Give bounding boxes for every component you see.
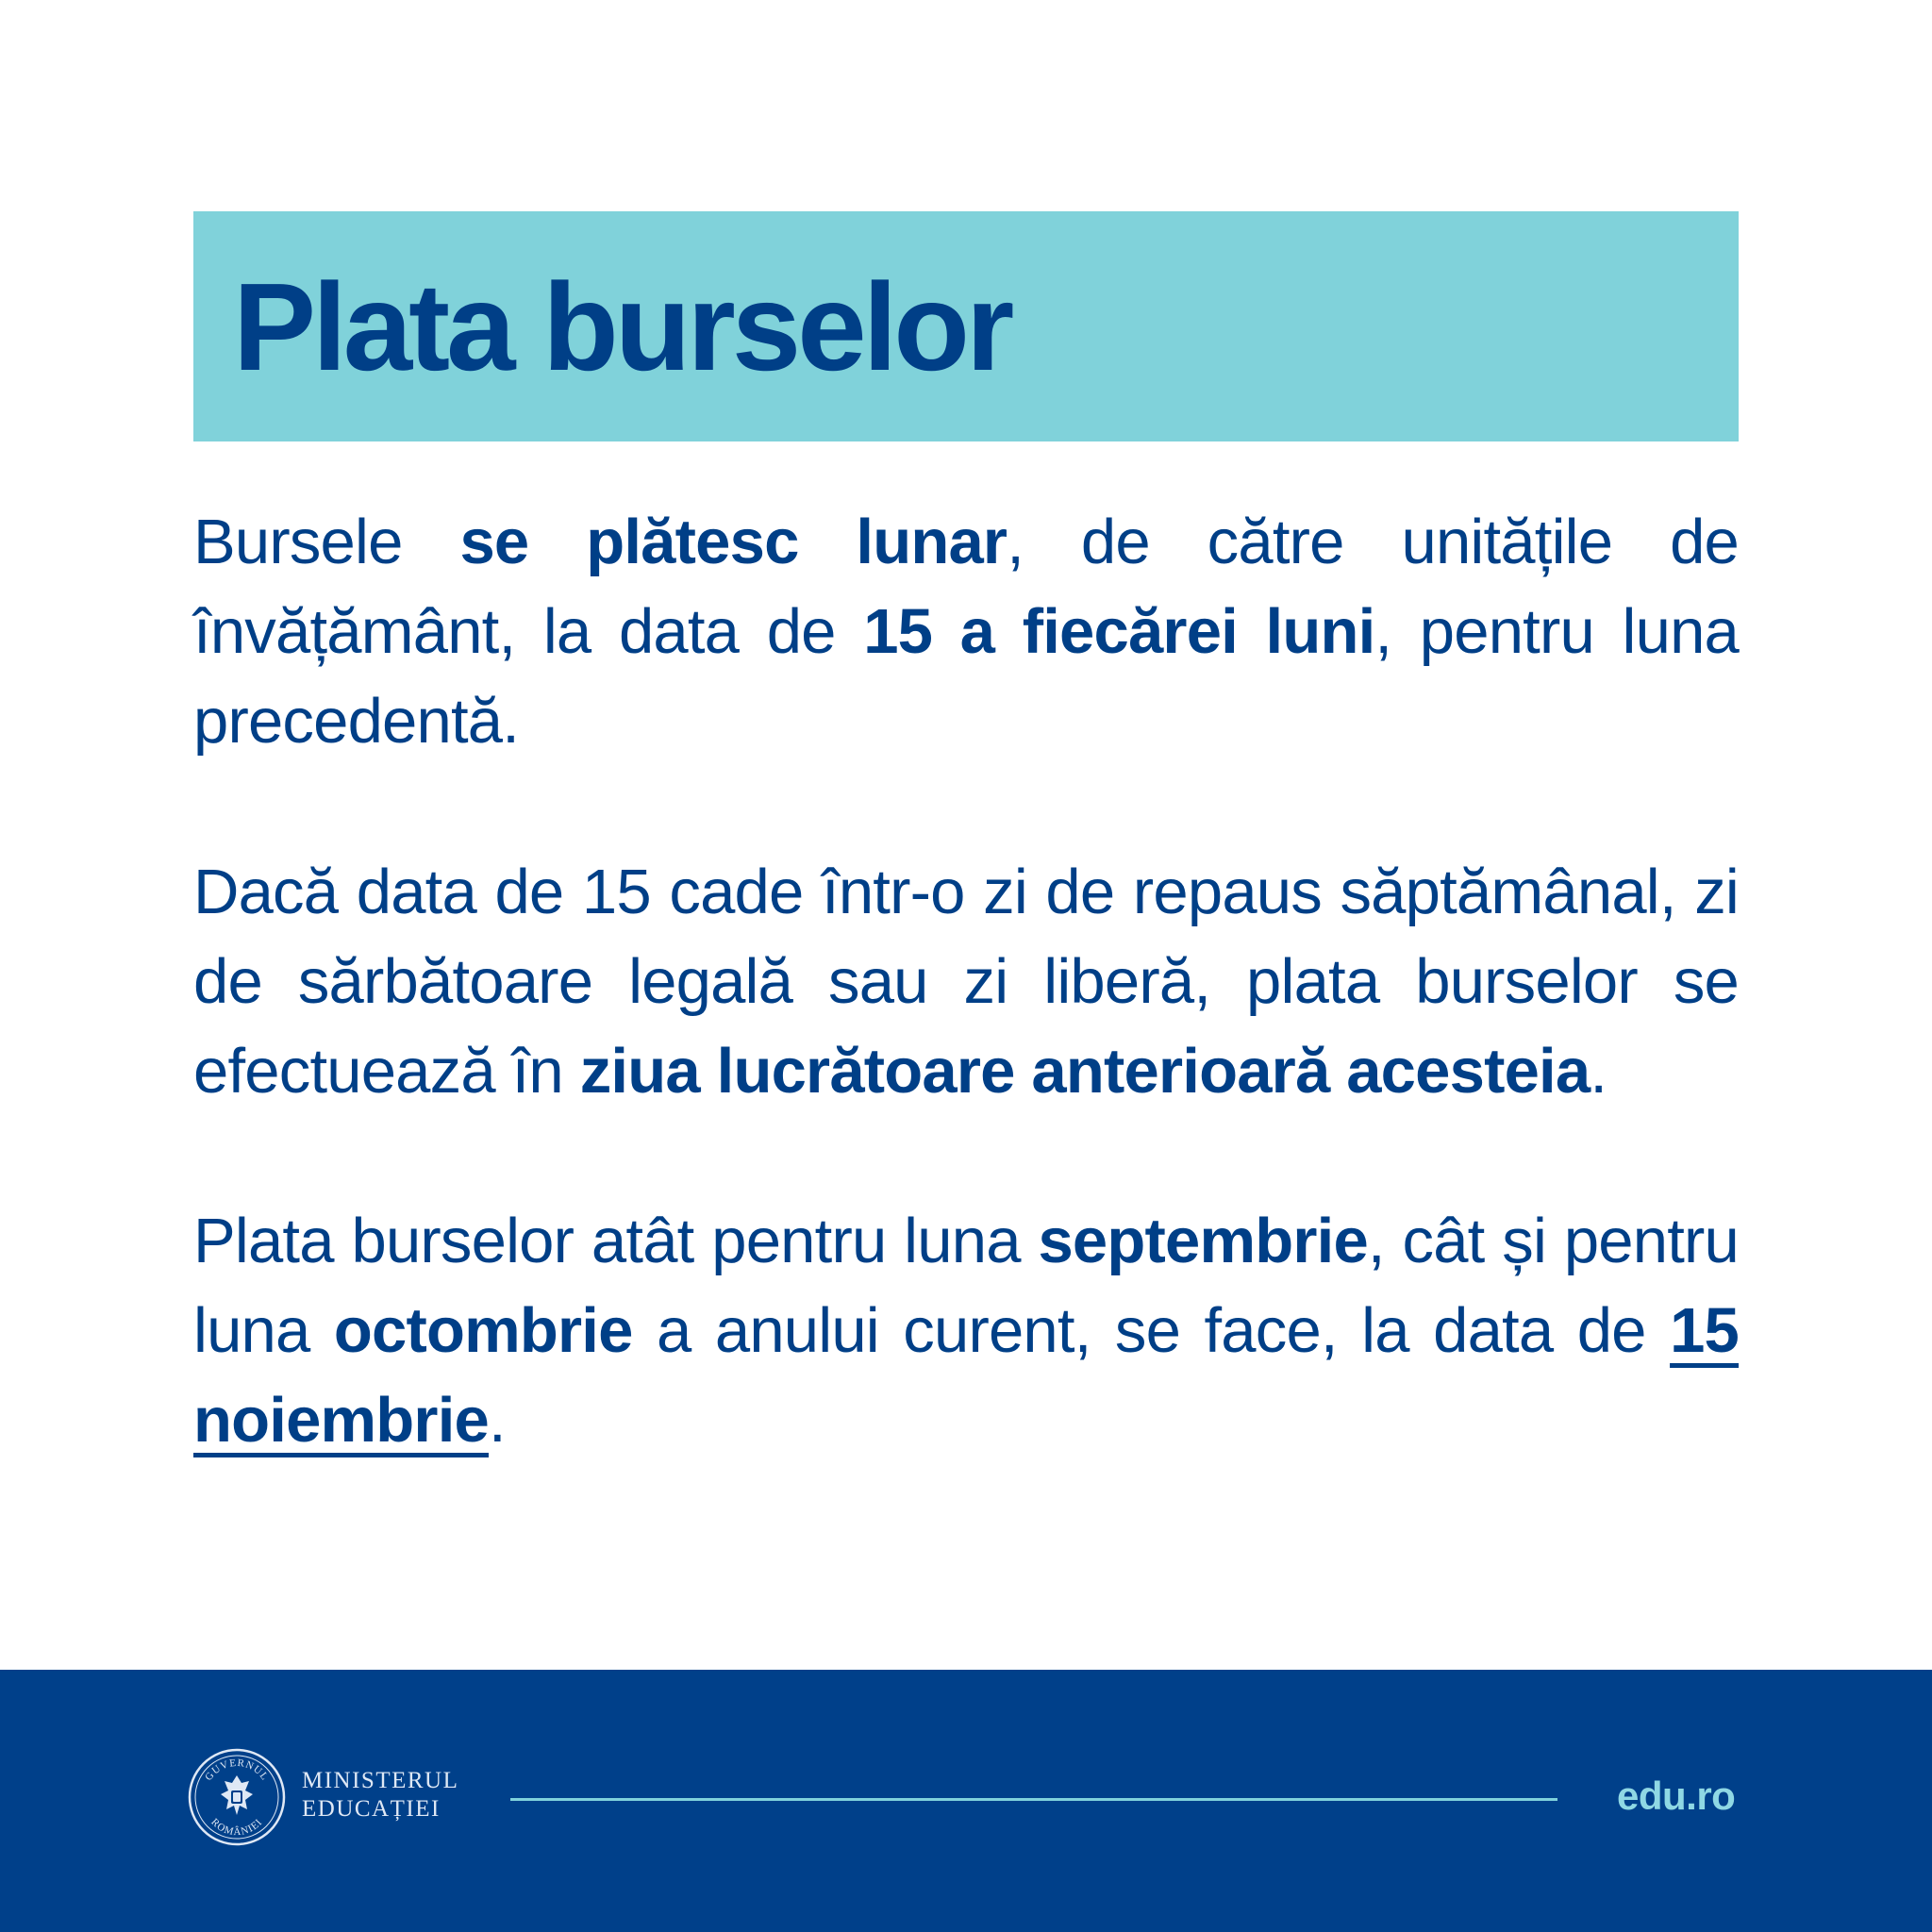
bold-span: octombrie — [333, 1295, 633, 1366]
text-span: , de către unitățile de învățământ, la data de — [193, 507, 1739, 667]
bold-span: 15 a fiecărei luni — [863, 596, 1375, 667]
website-link[interactable]: edu.ro — [1617, 1774, 1736, 1818]
svg-text:GUVERNUL: GUVERNUL — [203, 1757, 271, 1783]
bold-span: ziua lucrătoare anterioară acesteia — [579, 1036, 1591, 1107]
svg-text:ROMÂNIEI: ROMÂNIEI — [208, 1816, 265, 1839]
text-span: a anului curent, se face, la data de — [632, 1295, 1671, 1366]
page-title: Plata burselor — [233, 257, 1011, 396]
underlined-date: 15 noiembrie — [193, 1295, 1739, 1456]
ministry-name — [302, 1767, 458, 1824]
paragraph-autumn-payment — [193, 1196, 1739, 1465]
ministry-line1: MINISTERUL — [302, 1768, 459, 1793]
text-span: , pentru luna precedentă. — [193, 596, 1740, 757]
ministry-line2: EDUCAȚIEI — [302, 1796, 441, 1822]
title-banner — [193, 211, 1739, 441]
text-span: . — [1590, 1036, 1607, 1107]
text-span: Dacă data de 15 cade într-o zi de repaus săptămânal, zi de sărbătoare legală sau zi liberă, plata burselor se efectuează în — [193, 857, 1739, 1107]
paragraph-payment-schedule — [193, 497, 1739, 766]
text-span: . — [488, 1385, 506, 1456]
bold-span: se plătesc lunar — [459, 507, 1008, 577]
footer-divider — [510, 1798, 1557, 1801]
text-span: Bursele — [193, 507, 460, 577]
text-span: , cât și pentru luna — [193, 1206, 1739, 1366]
government-emblem-icon — [187, 1747, 287, 1847]
bold-span: septembrie — [1038, 1206, 1368, 1276]
paragraph-holiday-rule — [193, 847, 1739, 1116]
text-span: Plata burselor atât pentru luna — [193, 1206, 1039, 1276]
